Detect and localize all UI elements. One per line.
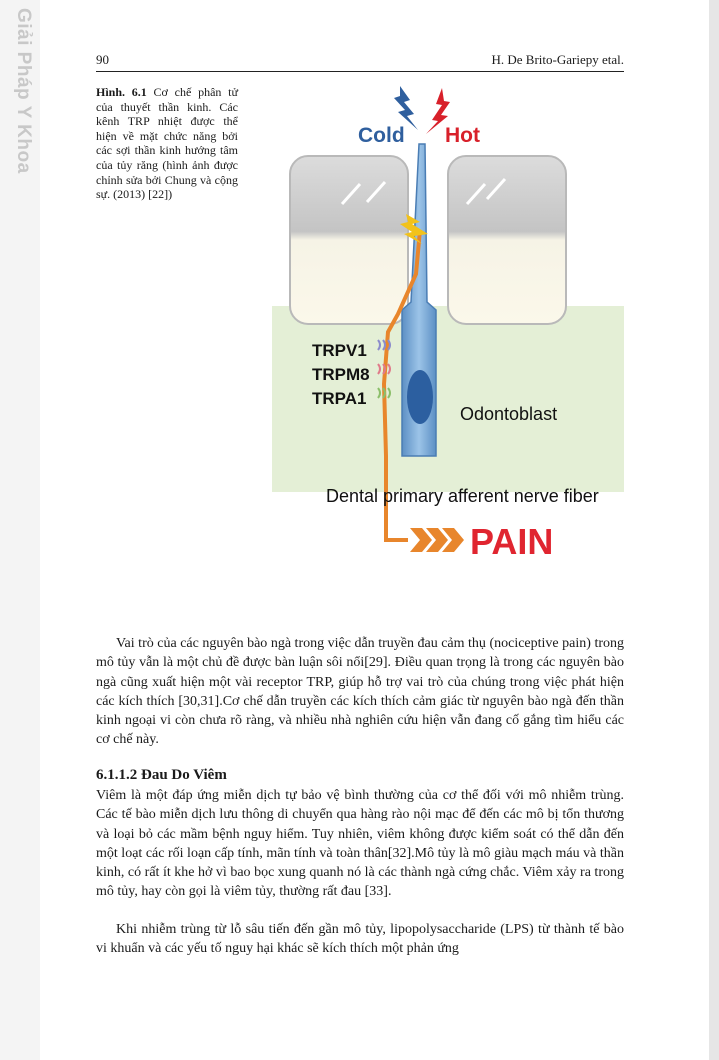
running-header bbox=[96, 52, 624, 70]
figure-caption-label: Hình. 6.1 bbox=[96, 85, 147, 99]
running-header-authors: H. De Brito-Gariepy etal. bbox=[491, 52, 624, 67]
paragraph-2: Viêm là một đáp ứng miễn dịch tự bảo vệ bình thường của cơ thể đối với mô nhiễm trùng. Các tế bào miễn dịch lưu thông di chuyển qua hàng rào nội mạc để đến các mô bị tổn thương và loại bỏ các mầm bệnh nguy hiểm. Tuy nhiên, viêm không được kiểm soát có thể dẫn đến một loạt các rối loạn cấp tính, mãn tính và toàn thân[32].Mô tủy là mô giàu mạch máu và thần kinh, có rất ít khe hở vì bao bọc xung quanh nó là các thành ngà cứng chắc. Viêm xảy ra trong mô tủy, hay còn gọi là viêm tủy, thường rất đau [33]. bbox=[96, 788, 624, 900]
dentin-block-right bbox=[448, 156, 566, 324]
pain-label: PAIN bbox=[470, 521, 554, 562]
trpv1-label: TRPV1 bbox=[312, 341, 367, 360]
paragraph-1: Vai trò của các nguyên bào ngà trong việc dẫn truyền đau cảm thụ (nociceptive pain) trong mô tủy vẫn là một chủ đề được bàn luận sôi nổi[29]. Điều quan trọng là trong các nguyên bào ngà cũng xuất hiện một vài receptor TRP, giúp hỗ trợ vai trò của chúng trong việc phát hiện các kích thích [30,31].Cơ chế dẫn truyền các kích thích cảm giác từ nguyên bào ngà đến thần kinh ngoại vi còn chưa rõ ràng, và nhiều nhà nghiên cứu hiện vẫn đang cố gắng tìm hiểu các cơ chế này. bbox=[96, 636, 624, 748]
page-number: 90 bbox=[96, 52, 109, 67]
trpm8-label: TRPM8 bbox=[312, 365, 370, 384]
dentin-block-left bbox=[290, 156, 408, 324]
trpa1-label: TRPA1 bbox=[312, 389, 367, 408]
odontoblast-nucleus bbox=[407, 370, 433, 424]
odontoblast-label: Odontoblast bbox=[460, 404, 558, 424]
figure-caption-text: Cơ chế phân tử của thuyết thần kinh. Các kênh TRP nhiệt được thể hiện về mặt chức năng bởi các sợi thần kinh hướng tâm của tủy răng (hình ảnh được chỉnh sửa bởi Chung và cộng sự. (2013) [22]) bbox=[96, 85, 238, 202]
section-heading: 6.1.1.2 Đau Do Viêm bbox=[96, 767, 227, 783]
watermark-text: Giải Pháp Y Khoa bbox=[13, 8, 34, 174]
nerve-fiber-label: Dental primary afferent nerve fiber bbox=[326, 486, 599, 506]
viewer-scrollbar-track[interactable] bbox=[709, 0, 719, 1060]
hot-label: Hot bbox=[445, 124, 480, 147]
header-rule bbox=[96, 71, 624, 72]
pain-chevrons-icon bbox=[410, 528, 464, 552]
cold-label: Cold bbox=[358, 124, 405, 147]
paragraph-3: Khi nhiễm trùng từ lỗ sâu tiến đến gần mô tủy, lipopolysaccharide (LPS) từ thành tế bào vi khuẩn và các yếu tố nguy hại khác sẽ kích thích một phản ứng bbox=[96, 922, 624, 957]
figure-6-1 bbox=[272, 84, 624, 590]
figure-caption bbox=[96, 85, 238, 202]
watermark bbox=[2, 8, 38, 174]
